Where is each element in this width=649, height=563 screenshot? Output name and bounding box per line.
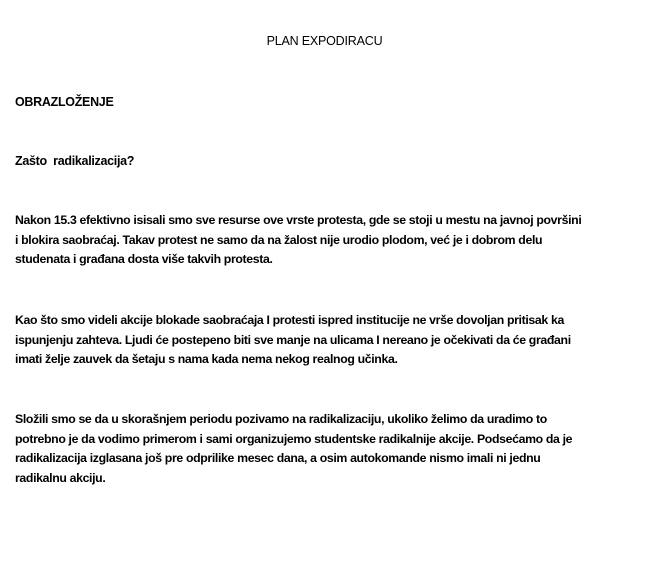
paragraph-line: potrebno je da vodimo primerom i sami organizujemo studentske radikalnije akcije. Podsećamo da je [15, 431, 573, 446]
paragraph-line: radikalizacija izglasana još pre odprilike mesec dana, a osim autokomande nismo imali ni jednu [15, 451, 541, 465]
document-title: PLAN EXPODIRACU [266, 34, 383, 48]
paragraph-line: Kao što smo videli akcije blokade saobraćaja I protesti ispred institucije ne vrše dovoljan pritisak ka [15, 313, 564, 327]
paragraph-1 [15, 211, 645, 270]
paragraph-line: radikalnu akciju. [15, 470, 106, 485]
paragraph-line: Nakon 15.3 efektivno isisali smo sve resurse ove vrste protesta, gde se stoji u mestu na javnoj površini [15, 213, 582, 227]
paragraph-line: Složili smo se da u skorašnjem periodu pozivamo na radikalizaciju, ukoliko želimo da uradimo to [15, 412, 547, 426]
subheading: Zašto radikalizacija? [15, 154, 135, 168]
paragraph-2 [15, 311, 645, 370]
paragraph-line: i blokira saobraćaj. Takav protest ne samo da na žalost nije urodio plodom, već je i dobrom delu [15, 232, 543, 247]
paragraph-3 [15, 410, 645, 488]
paragraph-line: studenata i građana dosta više takvih protesta. [15, 252, 273, 266]
paragraph-line: ispunjenju zahteva. Ljudi će postepeno biti sve manje na ulicama I nereano je očekivati da će građani [15, 332, 571, 347]
paragraph-line: imati želje zauvek da šetaju s nama kada nema nekog realnog učinka. [15, 352, 398, 366]
section-heading: OBRAZLOŽENJE [15, 95, 114, 109]
